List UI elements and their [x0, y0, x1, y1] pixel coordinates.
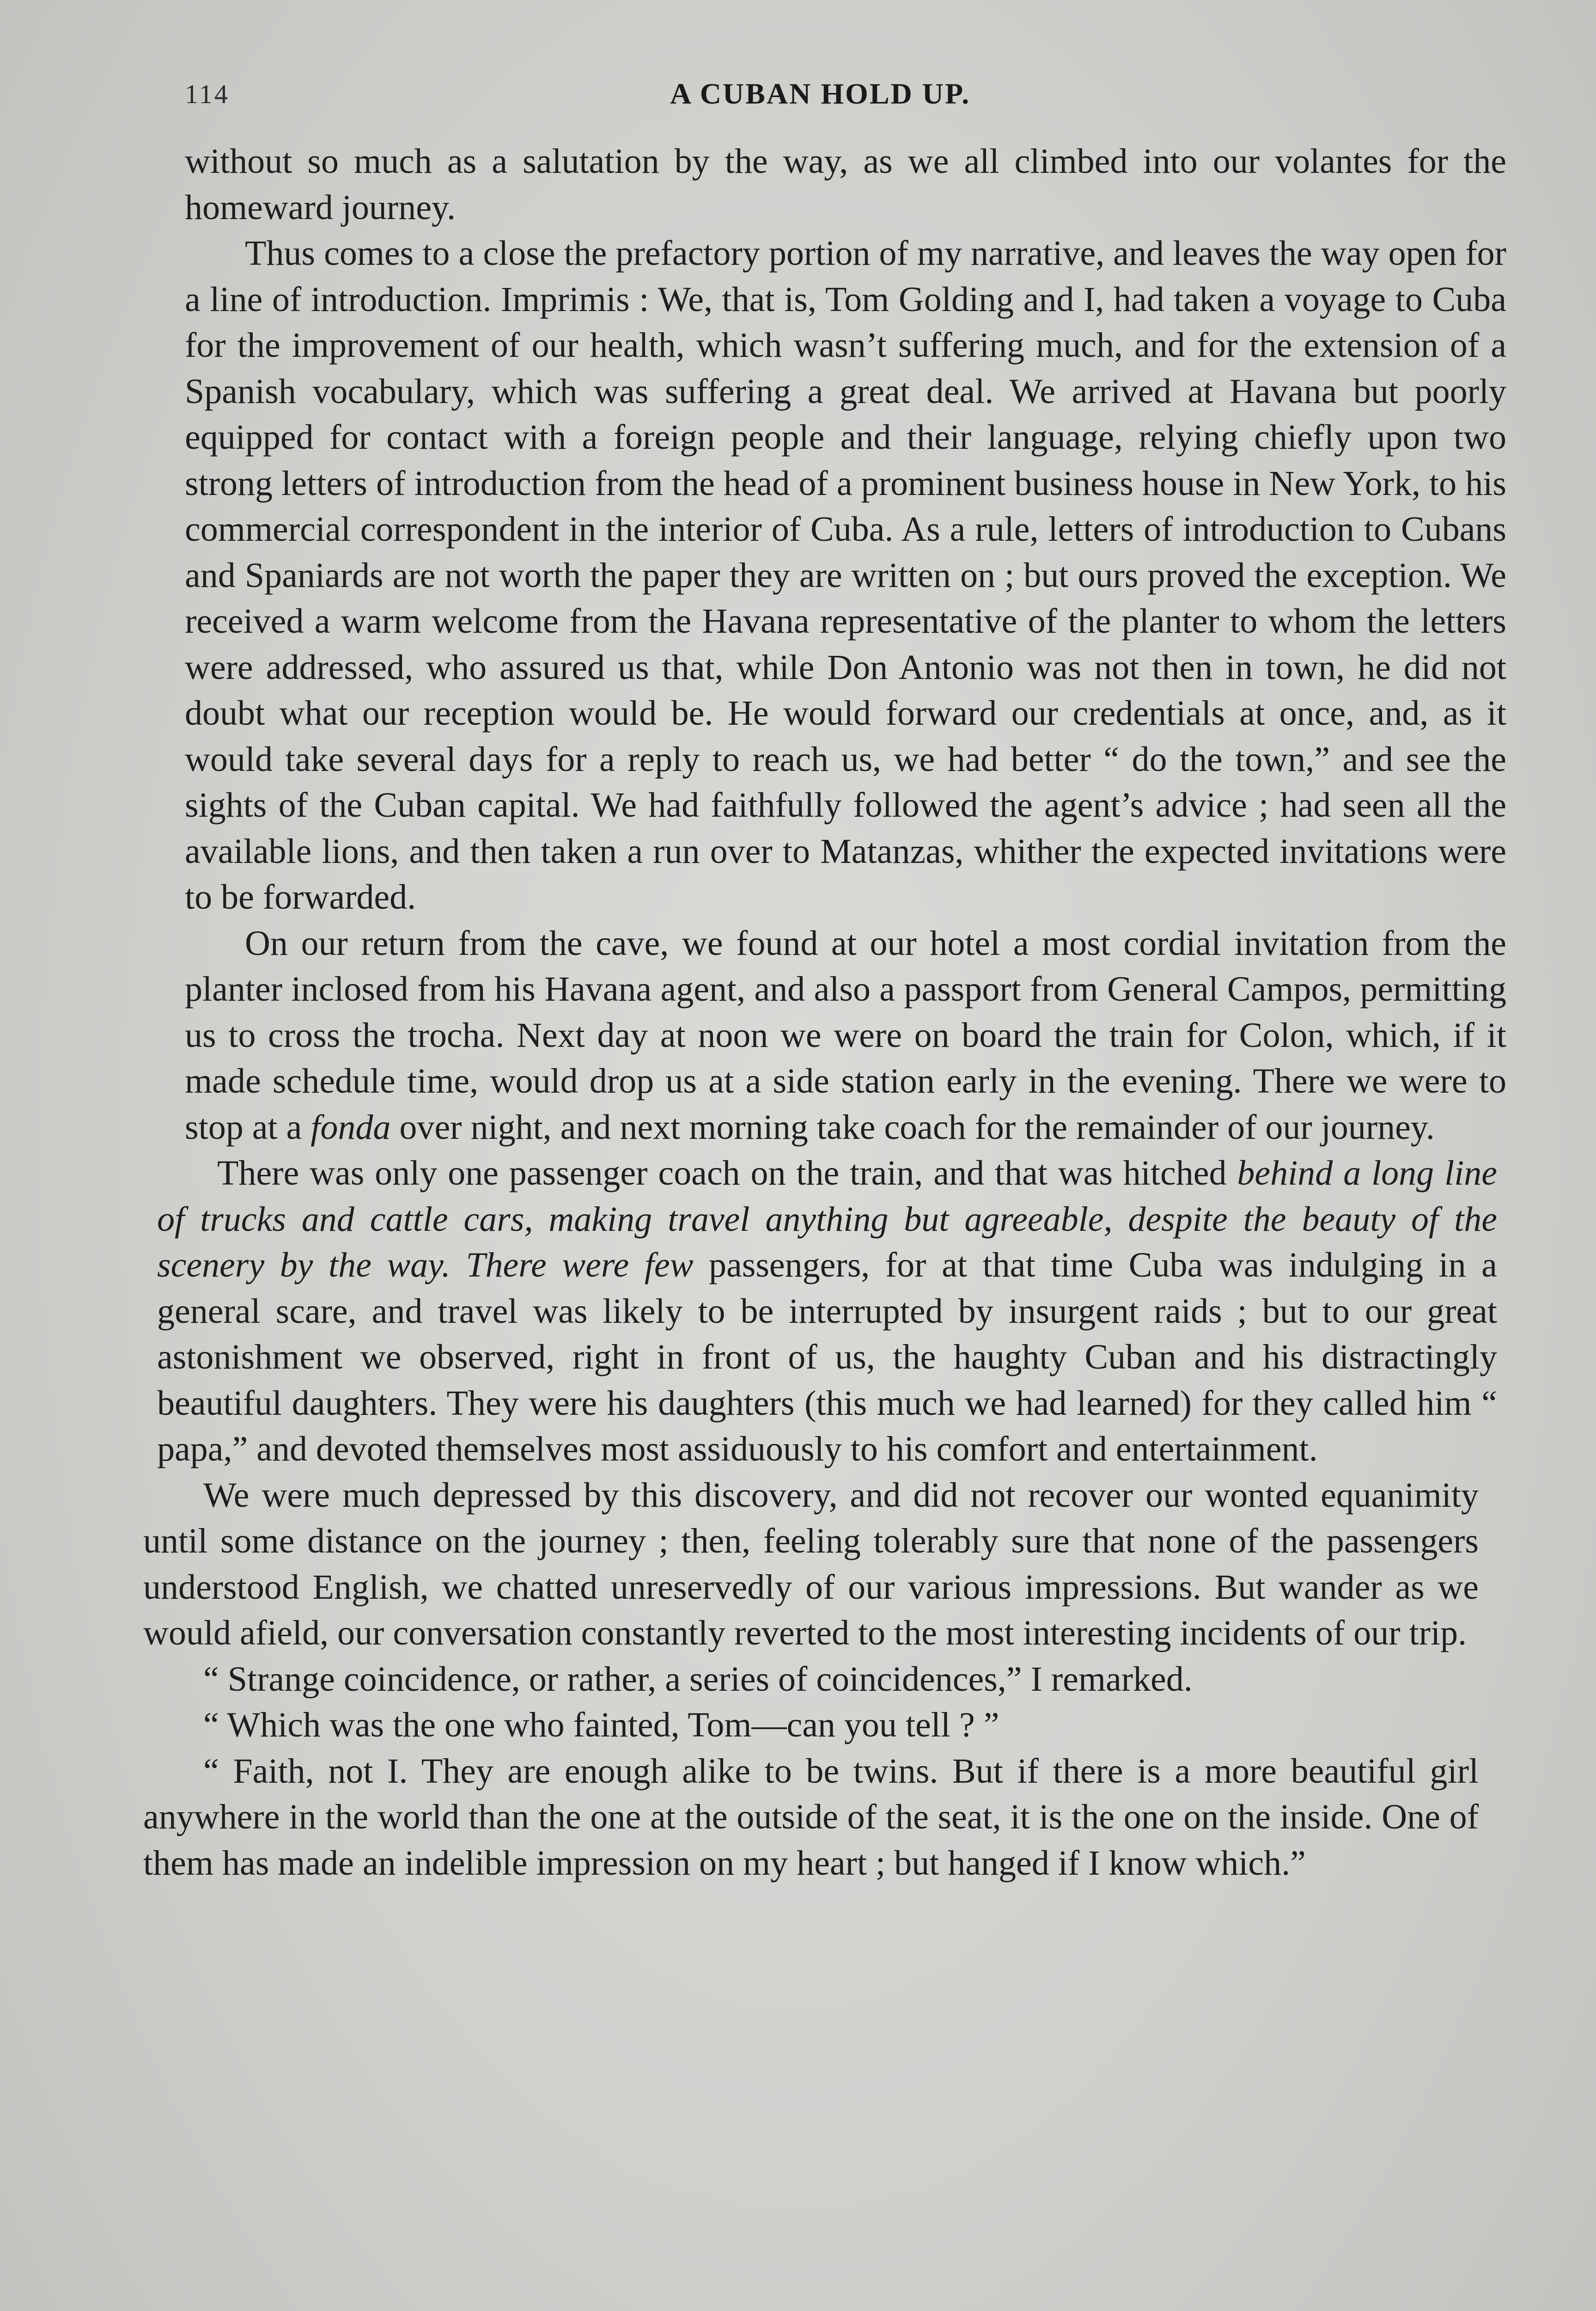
paragraph-3-italic-word: fonda: [311, 1107, 391, 1147]
running-head: A CUBAN HOLD UP.: [670, 77, 971, 110]
paragraph-1: without so much as a salutation by the way, as we all climbed into our volantes for the homeward journey.: [185, 142, 1506, 227]
paragraph-4: [157, 1150, 1497, 1473]
paragraph-3-text-a: On our return from the cave, we found at our hotel a most cordial invitation from the planter inclosed from his Havana agent, and also a passport from General Campos, permitting us to cross the trocha. Next day at noon we were on board the train for Colon, which, if it made schedule time, would drop us at a side station early in the evening. There we were to stop at a: [185, 923, 1506, 1147]
paragraph-7: “ Which was the one who fainted, Tom—can you tell ? ”: [203, 1706, 999, 1744]
page-number: 114: [185, 79, 230, 109]
paragraph-4-italic-text: behind a long line of trucks and cattle cars, making travel anything but agreeable, despite the beauty of the scenery by the way. There were few: [157, 1154, 1497, 1284]
paragraph-4-text-b: passengers, for at that time Cuba was indulging in a general scare, and travel was likely to be interrupted by insurgent raids ; but to our great astonishment we observed, right in front of us, the haughty Cuban and his distractingly beautiful daughters. They were his daughters (this much we had learned) for they called him “ papa,” and devoted themselves most assiduously to his comfort and entertainment.: [157, 1246, 1497, 1468]
paragraph-6: “ Strange coincidence, or rather, a series of coincidences,” I remarked.: [203, 1659, 1193, 1699]
paragraph-3-text-b: over night, and next morning take coach for the remainder of our journey.: [390, 1107, 1435, 1147]
paragraph-4-text-a: There was only one passenger coach on the train, and that was hitched: [217, 1154, 1237, 1192]
paragraph-2: Thus comes to a close the prefactory portion of my narrative, and leaves the way open for a line of introduction. Imprimis : We, that is, Tom Golding and I, had taken a voyage to Cuba for the improvement of our health, which wasn’t suffering much, and for the extension of a Spanish vocabulary, which was suffering a great deal. We arrived at Havana but poorly equipped for contact with a foreign people and their language, relying chiefly upon two strong letters of introduction from the head of a prominent business house in New York, to his commercial correspondent in the interior of Cuba. As a rule, letters of introduction to Cubans and Spaniards are not worth the paper they are written on ; but ours proved the exception. We received a warm welcome from the Havana representative of the planter to whom the letters were addressed, who assured us that, while Don Antonio was not then in town, he did not doubt what our reception would be. He would forward our credentials at once, and, as it would take several days for a reply to reach us, we had better “ do the town,” and see the sights of the Cuban capital. We had faithfully followed the agent’s advice ; had seen all the available lions, and then taken a run over to Matanzas, whither the expected invitations were to be forwarded.: [185, 234, 1506, 917]
paragraph-8: “ Faith, not I. They are enough alike to be twins. But if there is a more beautiful girl anywhere in the world than the one at the outside of the seat, it is the one on the inside. One of them has made an indelible impression on my heart ; but hanged if I know which.”: [143, 1751, 1479, 1883]
paragraph-5: We were much depressed by this discovery, and did not recover our wonted equanimity until some distance on the journey ; then, feeling tolerably sure that none of the passengers understood English, we chatted unreservedly of our various impressions. But wander as we would afield, our conversation constantly reverted to the most interesting incidents of our trip.: [143, 1475, 1479, 1652]
paragraph-3: [185, 921, 1506, 1151]
body-text: [143, 139, 1506, 1886]
